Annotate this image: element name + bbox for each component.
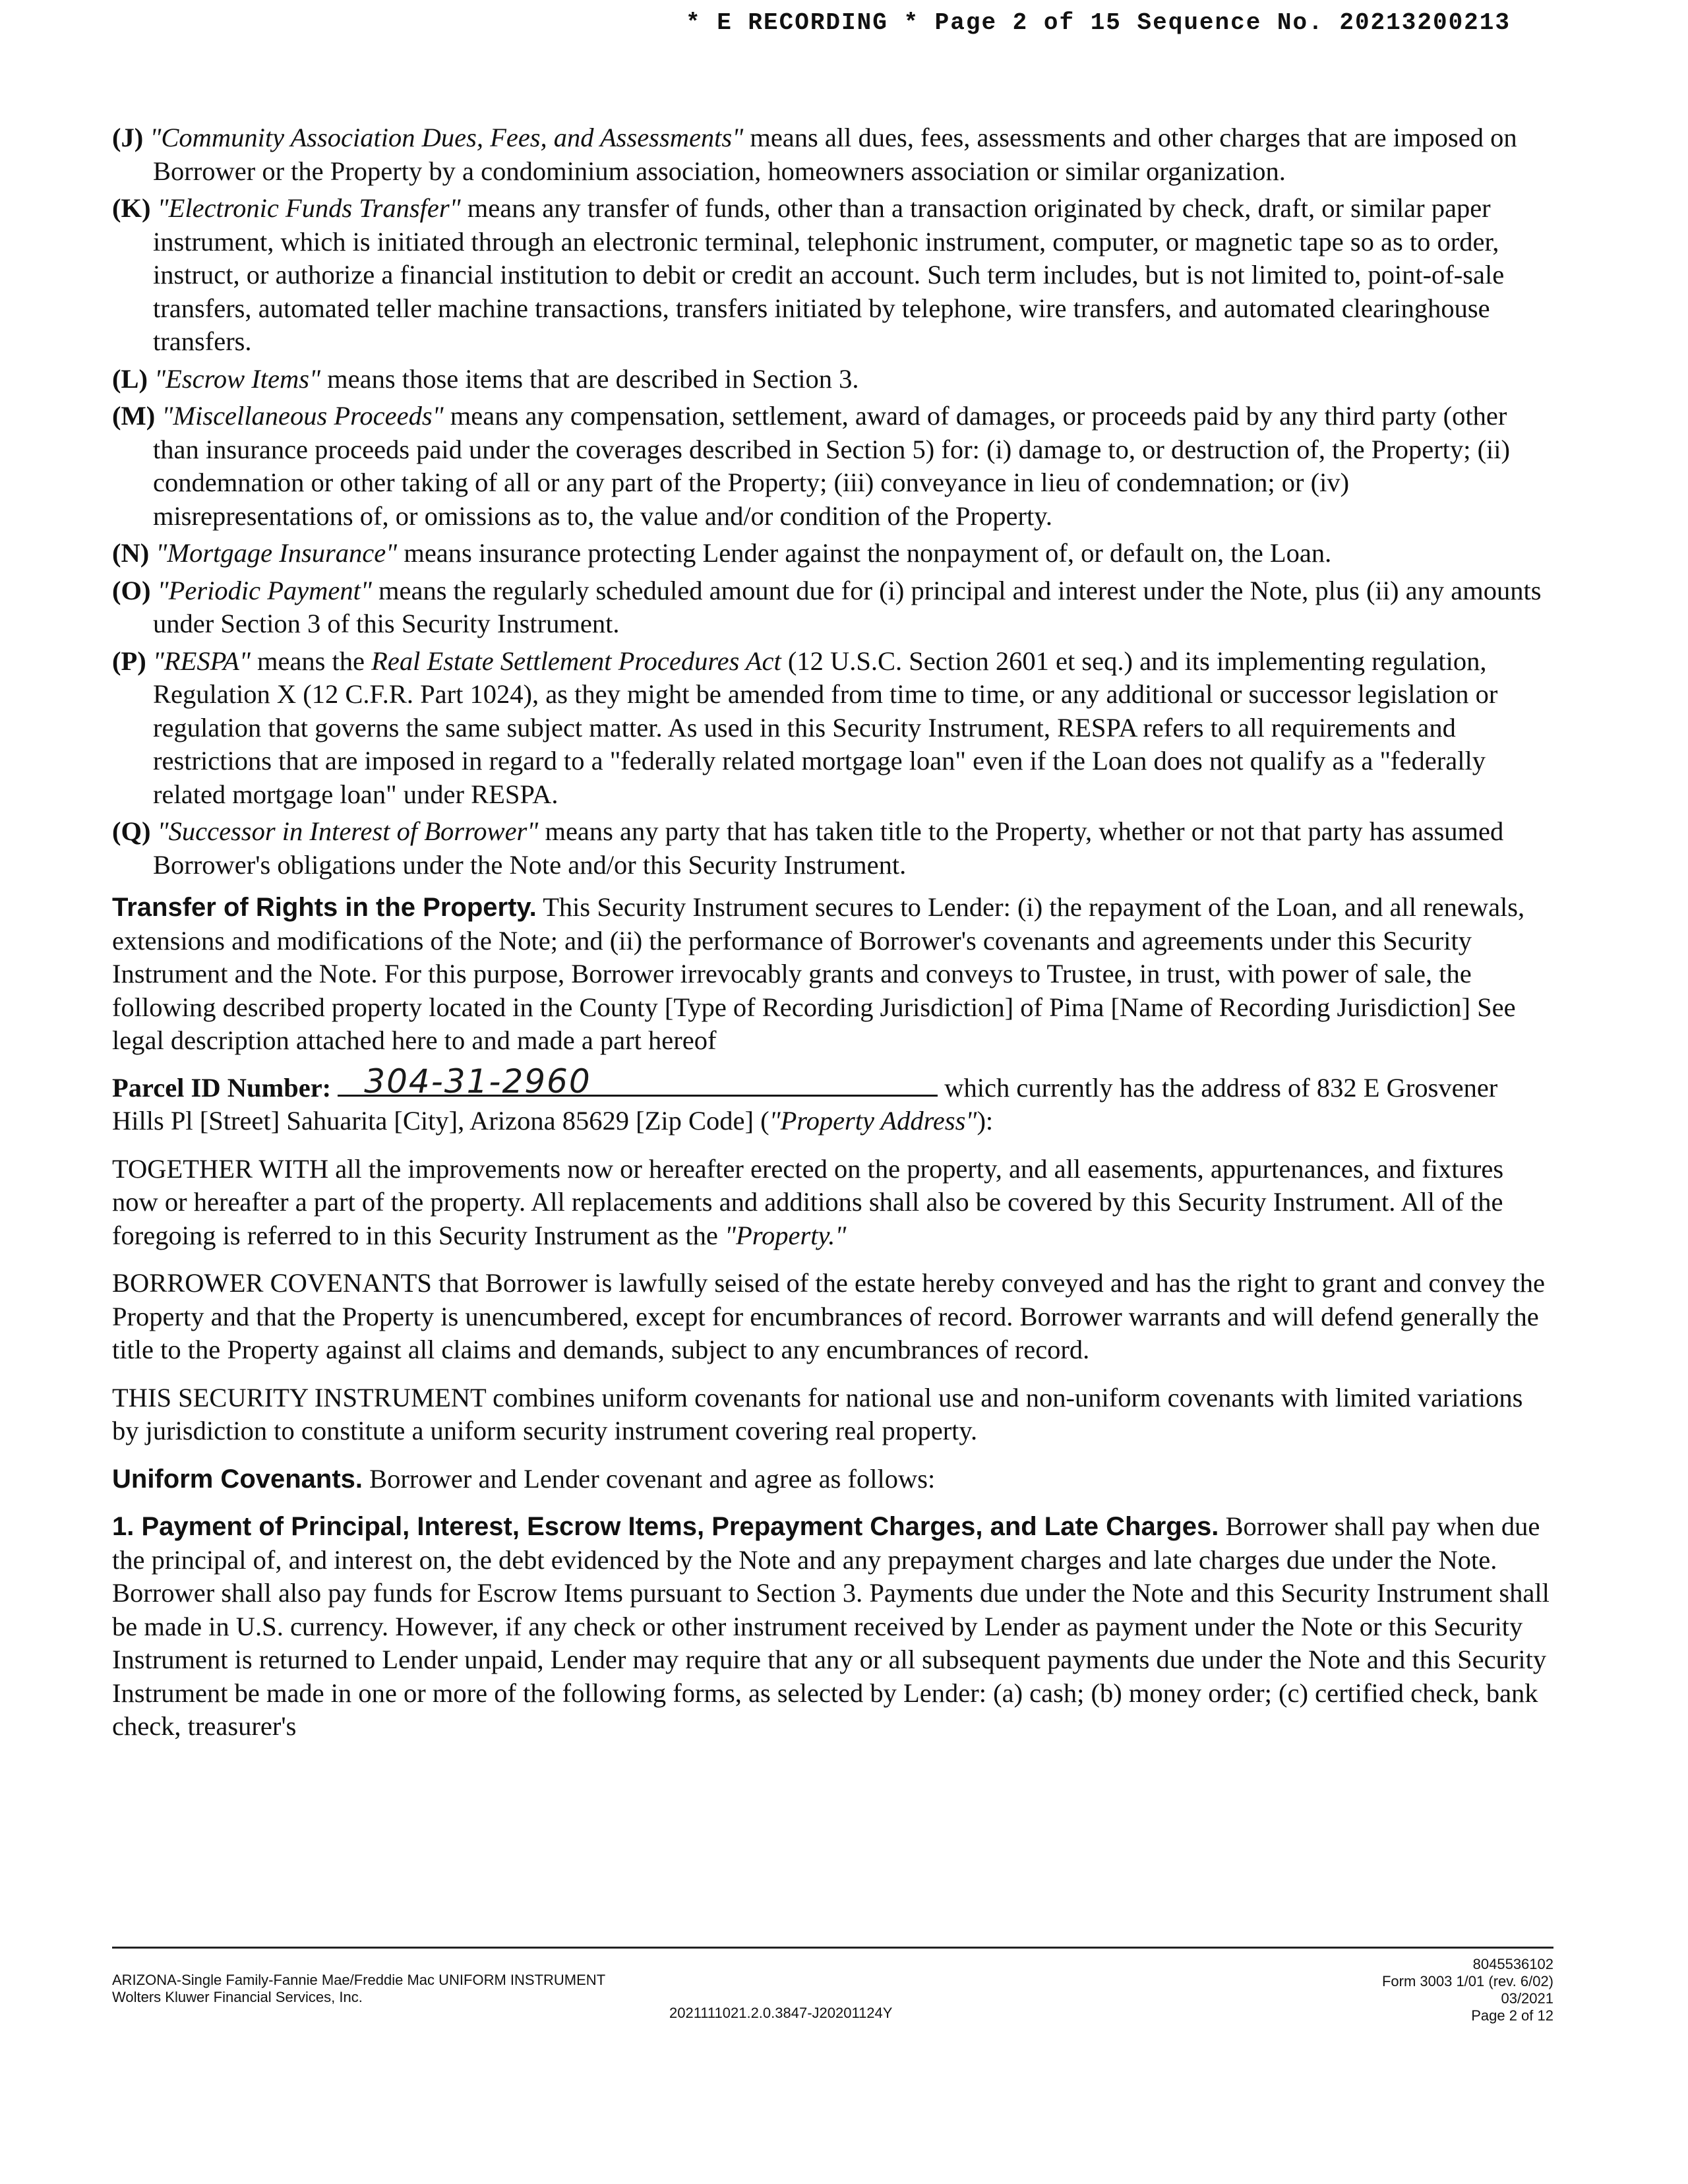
definition-term: "Miscellaneous Proceeds" <box>162 401 444 431</box>
definition-text: means any party that has taken title to the Property, whether or not that party has assumed Borrower's obligations under the Note and/or this Security Instrument. <box>153 816 1504 880</box>
definition-l <box>112 363 1550 396</box>
act-name: Real Estate Settlement Procedures Act <box>371 646 781 676</box>
definition-k <box>112 192 1550 359</box>
together-with-paragraph <box>112 1153 1550 1253</box>
definition-letter: (Q) <box>112 816 151 846</box>
definition-term: "Escrow Items" <box>154 363 320 394</box>
section-heading: Uniform Covenants. <box>112 1464 363 1494</box>
definition-letter: (L) <box>112 363 148 394</box>
parcel-paragraph <box>112 1062 1550 1138</box>
definition-o <box>112 574 1550 641</box>
section-text: Borrower shall pay when due the principal of, and interest on, the debt evidenced by the Note and any prepayment charges and late charges due under the Note. Borrower shall also pay funds for Escrow Items pursuant to Section 3. Payments due under the Note and this Security Instrument shall be made in U.S. currency. However, if any check or other instrument received by Lender as payment under the Note or this Security Instrument is returned to Lender unpaid, Lender may require that any or all subsequent payments due under the Note and this Security Instrument be made in one or more of the following forms, as selected by Lender: (a) cash; (b) money order; (c) certified check, bank check, treasurer's <box>112 1511 1550 1741</box>
definition-text: means insurance protecting Lender against the nonpayment of, or default on, the Loan. <box>397 538 1332 568</box>
definition-letter: (P) <box>112 646 146 676</box>
footer-right <box>1382 1956 1553 2024</box>
section-heading: 1. Payment of Principal, Interest, Escrow Items, Prepayment Charges, and Late Charges. <box>112 1512 1219 1541</box>
footer-document-id: 2021111021.2.0.3847-J20201124Y <box>669 2005 893 2021</box>
definition-term: "Community Association Dues, Fees, and Assessments" <box>150 123 744 152</box>
form-number: Form 3003 1/01 (rev. 6/02) <box>1381 1973 1553 1989</box>
definition-p <box>112 645 1550 812</box>
definition-text: means the regularly scheduled amount due for (i) principal and interest under the Note, plus (ii) any amounts under Section 3 of this Security Instrument. <box>153 575 1542 638</box>
together-text: TOGETHER WITH all the improvements now or hereafter erected on the property, and all easements, appurtenances, and fixtures now or hereafter a part of the property. All replacements and additions shall also be covered by this Security Instrument. All of the foregoing is referred to in this Security Instrument as the <box>112 1153 1504 1250</box>
property-term: "Property." <box>725 1220 847 1250</box>
definition-letter: (M) <box>112 401 156 431</box>
definition-term: "Periodic Payment" <box>157 575 372 605</box>
definition-term: "Electronic Funds Transfer" <box>157 193 461 223</box>
uniform-covenants <box>112 1463 1550 1496</box>
loan-number: 8045536102 <box>1472 1956 1553 1972</box>
definition-term: "RESPA" <box>152 646 251 676</box>
footer-left <box>112 1972 605 2006</box>
definition-letter: (N) <box>112 538 150 568</box>
parcel-text-end: ): <box>977 1106 994 1136</box>
section-text: This Security Instrument secures to Lender: (i) the repayment of the Loan, and all renewals, extensions and modifications of the Note; and (ii) the performance of Borrower's covenants and agreements under this Security Instrument and the Note. For this purpose, Borrower irrevocably grants and conveys to Trustee, in trust, with power of sale, the following described property located in the County [Type of Recording Jurisdiction] of Pima [Name of Recording Jurisdiction] See legal description attached here to and made a part hereof <box>112 892 1525 1055</box>
definition-term: "Mortgage Insurance" <box>156 538 398 568</box>
form-title: ARIZONA-Single Family-Fannie Mae/Freddie Mac UNIFORM INSTRUMENT <box>112 1972 606 1988</box>
property-address-term: "Property Address" <box>769 1106 977 1136</box>
parcel-id-handwritten: 304-31-2960 <box>364 1062 591 1101</box>
definition-text: (12 U.S.C. Section 2601 et seq.) and its implementing regulation, Regulation X (12 C.F.R. Part 1024), as they might be amended from time to time, or any additional or successor legislation or regulation that governs the same subject matter. As used in this Security Instrument, RESPA refers to all requirements and restrictions that are imposed in regard to a "federally related mortgage loan" even if the Loan does not qualify as a "federally related mortgage loan" under RESPA. <box>153 646 1498 809</box>
definition-q <box>112 815 1550 882</box>
recording-header: * E RECORDING * Page 2 of 15 Sequence No. 20213200213 <box>686 9 1511 36</box>
definition-term: "Successor in Interest of Borrower" <box>157 816 539 846</box>
borrower-covenants-paragraph: BORROWER COVENANTS that Borrower is lawfully seised of the estate hereby conveyed and has the right to grant and convey the Property and that the Property is unencumbered, except for encumbrances of record. Borrower warrants and will defend generally the title to the Property against all claims and demands, subject to any encumbrances of record. <box>112 1268 1545 1364</box>
definition-text: means all dues, fees, assessments and other charges that are imposed on Borrower or the Property by a condominium association, homeowners association or similar organization. <box>153 123 1517 186</box>
parcel-text: which currently has the address of 832 E Grosvener Hills Pl [Street] Sahuarita [City], Arizona 85629 [Zip Code] ( <box>112 1072 1498 1136</box>
publisher: Wolters Kluwer Financial Services, Inc. <box>112 1989 363 2005</box>
definition-letter: (J) <box>112 123 144 152</box>
definition-letter: (K) <box>112 193 151 223</box>
definition-text: means any transfer of funds, other than a transaction originated by check, draft, or similar paper instrument, which is initiated through an electronic terminal, telephonic instrument, computer, or magnetic tape so as to order, instruct, or authorize a financial institution to debit or credit an account. Such term includes, but is not limited to, point-of-sale transfers, automated teller machine transactions, transfers initiated by telephone, wire transfers, and automated clearinghouse transfers. <box>153 193 1505 356</box>
definition-n <box>112 537 1550 570</box>
this-security-instrument-paragraph: THIS SECURITY INSTRUMENT combines uniform covenants for national use and non-uniform covenants with limited variations by jurisdiction to constitute a uniform security instrument covering real property. <box>112 1382 1523 1445</box>
page-number: Page 2 of 12 <box>1471 2007 1553 2024</box>
definition-m <box>112 400 1550 533</box>
footer-divider <box>112 1947 1553 1949</box>
parcel-label: Parcel ID Number: <box>112 1072 332 1103</box>
definition-letter: (O) <box>112 575 151 605</box>
definition-text: means the <box>250 646 372 676</box>
definition-text: means any compensation, settlement, award of damages, or proceeds paid by any third party (other than insurance proceeds paid under the coverages described in Section 5) for: (i) damage to, or destruction of, the Property; (ii) condemnation or other taking of all or any part of the Property; (iii) conveyance in lieu of condemnation; or (iv) misrepresentations of, or omissions as to, the value and/or condition of the Property. <box>153 401 1511 531</box>
definition-j <box>112 121 1550 188</box>
form-date: 03/2021 <box>1501 1990 1553 2007</box>
section-text: Borrower and Lender covenant and agree as follows: <box>363 1463 936 1494</box>
section-heading: Transfer of Rights in the Property. <box>112 893 537 922</box>
transfer-of-rights <box>112 891 1550 1058</box>
section-1-payment <box>112 1510 1550 1744</box>
parcel-id-field <box>338 1062 938 1101</box>
document-body <box>112 121 1550 1758</box>
definition-text: means those items that are described in Section 3. <box>320 363 859 394</box>
